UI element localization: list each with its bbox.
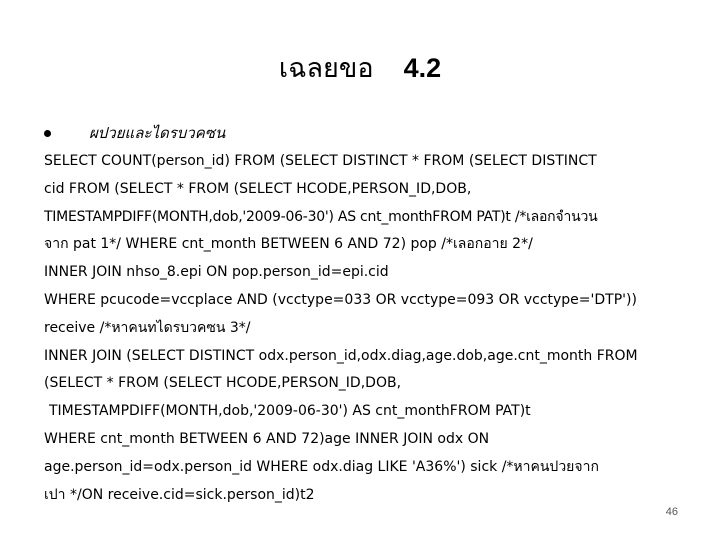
- sql-line: SELECT COUNT(person_id) FROM (SELECT DISTINCT * FROM (SELECT DISTINCT: [44, 153, 597, 169]
- sql-line: receive /*หาคนทไดรบวคซน 3*/: [44, 319, 251, 336]
- sql-code-block: [44, 148, 680, 509]
- bullet-dot-icon: [44, 130, 51, 137]
- title-thai: เฉลยขอ: [278, 53, 374, 84]
- sql-line: เปา */ON receive.cid=sick.person_id)t2: [44, 486, 315, 503]
- sql-line: จาก pat 1*/ WHERE cnt_month BETWEEN 6 AND 72) pop /*เลอกอาย 2*/: [44, 236, 533, 253]
- slide-title: [0, 48, 720, 89]
- bullet-item: [44, 121, 225, 145]
- sql-line: cid FROM (SELECT * FROM (SELECT HCODE,PERSON_ID,DOB,: [44, 180, 472, 197]
- sql-line: TIMESTAMPDIFF(MONTH,dob,'2009-06-30') AS cnt_monthFROM PAT)t /*เลอกจำนวน: [44, 208, 598, 225]
- sql-line: age.person_id=odx.person_id WHERE odx.diag LIKE 'A36%') sick /*หาคนปวยจาก: [44, 458, 599, 475]
- page-number: 46: [665, 506, 678, 518]
- title-number: 4.2: [403, 53, 442, 83]
- sql-line: INNER JOIN (SELECT DISTINCT odx.person_id,odx.diag,age.dob,age.cnt_month FROM: [44, 347, 638, 364]
- sql-line: WHERE cnt_month BETWEEN 6 AND 72)age INNER JOIN odx ON: [44, 430, 490, 447]
- sql-line: INNER JOIN nhso_8.epi ON pop.person_id=epi.cid: [44, 264, 389, 281]
- sql-line: TIMESTAMPDIFF(MONTH,dob,'2009-06-30') AS cnt_monthFROM PAT)t: [49, 403, 531, 420]
- sql-line: (SELECT * FROM (SELECT HCODE,PERSON_ID,DOB,: [44, 375, 402, 392]
- sql-line: WHERE pcucode=vccplace AND (vcctype=033 OR vcctype=093 OR vcctype='DTP')): [44, 291, 637, 308]
- bullet-text: ผปวยและไดรบวคซน: [89, 124, 226, 142]
